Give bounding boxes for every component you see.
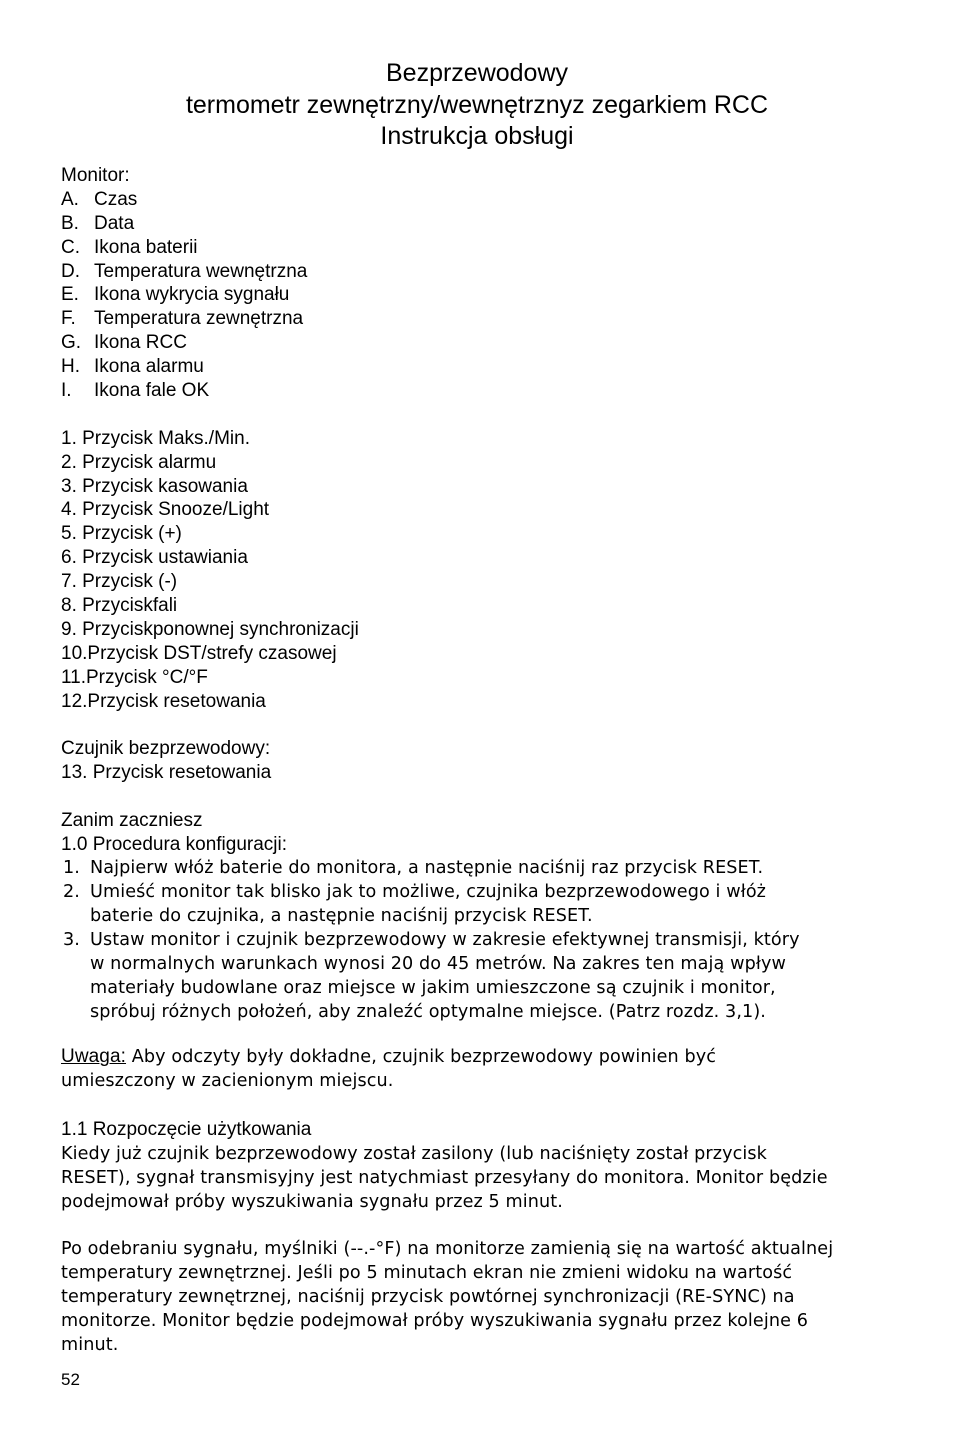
section-heading: 1.1 Rozpoczęcie użytkowania (61, 1119, 312, 1140)
button-item: 3. Przycisk kasowania (61, 475, 248, 497)
button-item: 7. Przycisk (-) (61, 571, 178, 593)
list-item: H. Ikona alarmu (61, 356, 204, 378)
setup-steps (63, 856, 800, 1024)
button-item: 11.Przycisk °C/°F (61, 666, 208, 688)
list-item: C. Ikona baterii (61, 236, 198, 258)
button-item: 1. Przycisk Maks./Min. (61, 427, 250, 449)
document-title (0, 58, 954, 153)
list-item: B. Data (61, 212, 135, 234)
list-item: 2. Umieść monitor tak blisko jak to możliwe, czujnika bezprzewodowego i włóż baterie do czujnika, a następnie naciśnij przycisk RESET. (63, 882, 767, 926)
list-item: G. Ikona RCC (61, 332, 187, 354)
note-paragraph: Uwaga: Aby odczyty były dokładne, czujnik bezprzewodowy powinien być umieszczony w zacienionym miejscu. (61, 1046, 717, 1091)
sensor-item: 13. Przycisk resetowania (61, 762, 272, 784)
page-number: 52 (61, 1370, 80, 1389)
button-item: 6. Przycisk ustawiania (61, 547, 248, 569)
section-heading: Zanim zaczniesz (61, 810, 203, 832)
note-keyword: Uwaga: (61, 1046, 127, 1067)
list-item: F. Temperatura zewnętrzna (61, 308, 304, 330)
list-item: D. Temperatura wewnętrzna (61, 260, 308, 282)
paragraph: Po odebraniu sygnału, myślniki (--.-°F) na monitorze zamienią się na wartość aktualnej temperatury zewnętrznej. Jeśli po 5 minutach ekran nie zmieni widoku na wartość temperatury zewnętrznej, naciśnij przycisk powtórnej synchronizacji (RE-SYNC) na monitorze. Monitor będzie podejmował próby wyszukiwania sygnału przez kolejne 6 minut. (61, 1239, 834, 1355)
paragraph: Kiedy już czujnik bezprzewodowy został zasilony (lub naciśnięty został przycisk RESET), sygnał transmisyjny jest natychmiast przesyłany do monitora. Monitor będzie podejmował próby wyszukiwania sygnału przez 5 minut. (61, 1144, 828, 1212)
list-item: E. Ikona wykrycia sygnału (61, 284, 290, 306)
button-item: 5. Przycisk (+) (61, 523, 182, 545)
button-item: 9. Przyciskponownej synchronizacji (61, 618, 359, 640)
title-line-2: termometr zewnętrzny/wewnętrznyz zegarkiem RCC (185, 90, 769, 119)
list-item: 1. Najpierw włóż baterie do monitora, a następnie naciśnij raz przycisk RESET. (63, 858, 764, 878)
title-line-3: Instrukcja obsługi (380, 122, 574, 150)
button-item: 8. Przyciskfali (61, 595, 178, 617)
button-item: 10.Przycisk DST/strefy czasowej (61, 642, 337, 664)
list-item: A. Czas (61, 188, 138, 210)
parts-list (61, 164, 359, 857)
sensor-heading: Czujnik bezprzewodowy: (61, 738, 271, 760)
title-line-1: Bezprzewodowy (385, 59, 569, 87)
list-item: 3. Ustaw monitor i czujnik bezprzewodowy w zakresie efektywnej transmisji, który w normalnych warunkach wynosi 20 do 45 metrów. Na zakres ten mają wpływ materiały budowlane oraz miejsce w jakim umieszczone są czujnik i monitor, spróbuj różnych położeń, aby znaleźć optymalne miejsce. (Patrz rozdz. 3,1). (63, 930, 800, 1022)
section-subheading: 1.0 Procedura konfiguracji: (61, 833, 288, 855)
button-item: 2. Przycisk alarmu (61, 451, 217, 473)
button-item: 4. Przycisk Snooze/Light (61, 499, 270, 521)
monitor-heading: Monitor: (61, 165, 130, 186)
list-item: I. Ikona fale OK (61, 380, 210, 402)
button-item: 12.Przycisk resetowania (61, 690, 266, 712)
